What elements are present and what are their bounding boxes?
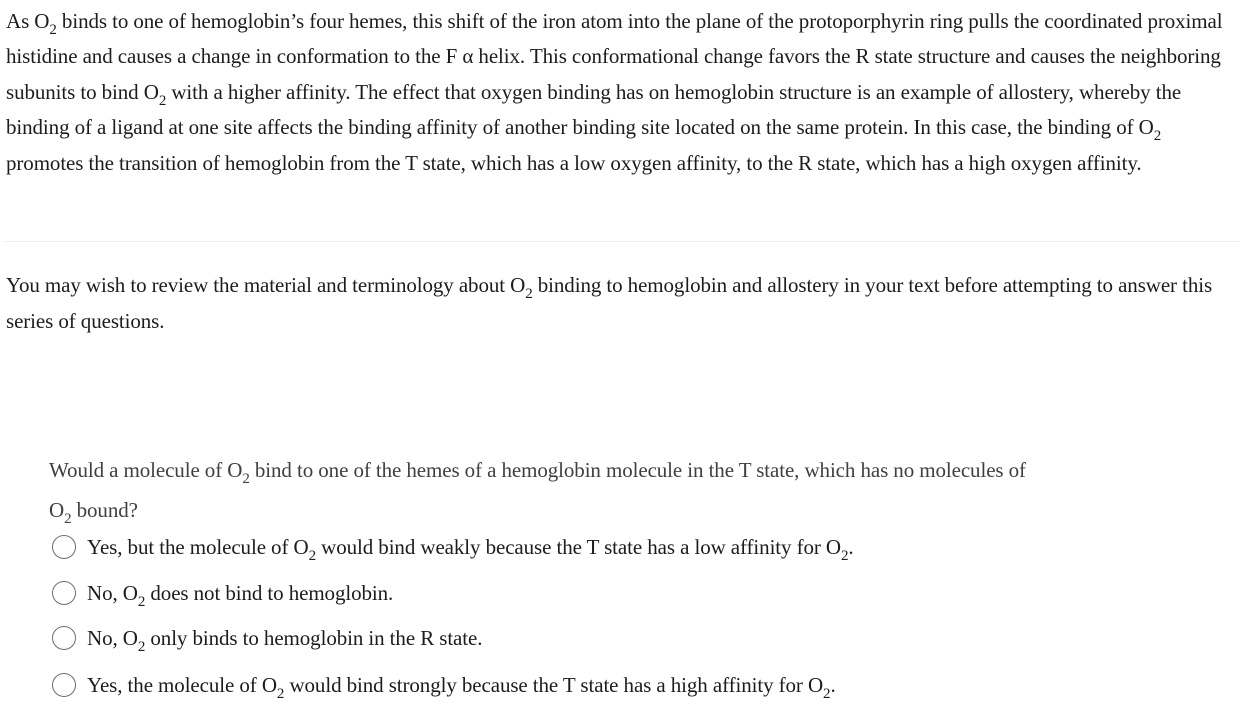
answer-option-label[interactable]: Yes, but the molecule of $O_2$ would bind weakly because the T state has a low affinity for $O_2$. bbox=[87, 534, 854, 564]
answer-option-label[interactable]: No, $O_2$ only binds to hemoglobin in the R state. bbox=[87, 625, 483, 655]
answer-option-label[interactable]: Yes, the molecule of $O_2$ would bind strongly because the T state has a high affinity for $O_2$. bbox=[87, 672, 836, 702]
o2-formula: $O_2$ bbox=[122, 580, 146, 610]
answer-option[interactable] bbox=[52, 622, 482, 654]
o2-formula: $O_2$ bbox=[143, 79, 167, 109]
radio-button[interactable] bbox=[52, 535, 76, 559]
intro-passage: As $O_2$ binds to one of hemoglobin’s four hemes, this shift of the iron atom into the plane of the protoporphyrin ring pulls the coordinated proximal histidine and causes a change in conformation to the F α helix. This conformational change favors the R state structure and causes the neighboring subunits to bind $O_2$ with a higher affinity. The effect that oxygen binding has on hemoglobin structure is an example of allostery, whereby the binding of a ligand at one site affects the binding affinity of another binding site located on the same protein. In this case, the binding of $O_2$ promotes the transition of hemoglobin from the T state, which has a low oxygen affinity, to the R state, which has a high oxygen affinity. bbox=[6, 9, 1223, 175]
answer-option-label[interactable]: No, $O_2$ does not bind to hemoglobin. bbox=[87, 580, 394, 610]
radio-button[interactable] bbox=[52, 626, 76, 650]
radio-button[interactable] bbox=[52, 581, 76, 605]
question-prompt: Would a molecule of $O_2$ bind to one of the hemes of a hemoglobin molecule in the T state, which has no molecules of $O_2$ bound? bbox=[49, 458, 1026, 527]
o2-formula: $O_2$ bbox=[49, 498, 72, 527]
o2-formula: $O_2$ bbox=[1138, 115, 1162, 145]
o2-formula: $O_2$ bbox=[227, 458, 250, 487]
o2-formula: $O_2$ bbox=[34, 9, 57, 38]
o2-formula: $O_2$ bbox=[122, 625, 146, 655]
section-divider bbox=[4, 241, 1240, 242]
answer-option[interactable] bbox=[52, 577, 393, 609]
o2-formula: $O_2$ bbox=[261, 672, 285, 702]
o2-formula: $O_2$ bbox=[510, 273, 533, 302]
review-note: You may wish to review the material and terminology about $O_2$ binding to hemoglobin and allostery in your text before attempting to answer this series of questions. bbox=[6, 273, 1213, 333]
o2-formula: $O_2$ bbox=[293, 534, 316, 564]
radio-button[interactable] bbox=[52, 673, 76, 697]
o2-formula: $O_2$ bbox=[825, 534, 849, 564]
answer-option[interactable] bbox=[52, 669, 836, 701]
answer-option[interactable] bbox=[52, 531, 854, 563]
o2-formula: $O_2$ bbox=[807, 672, 831, 702]
